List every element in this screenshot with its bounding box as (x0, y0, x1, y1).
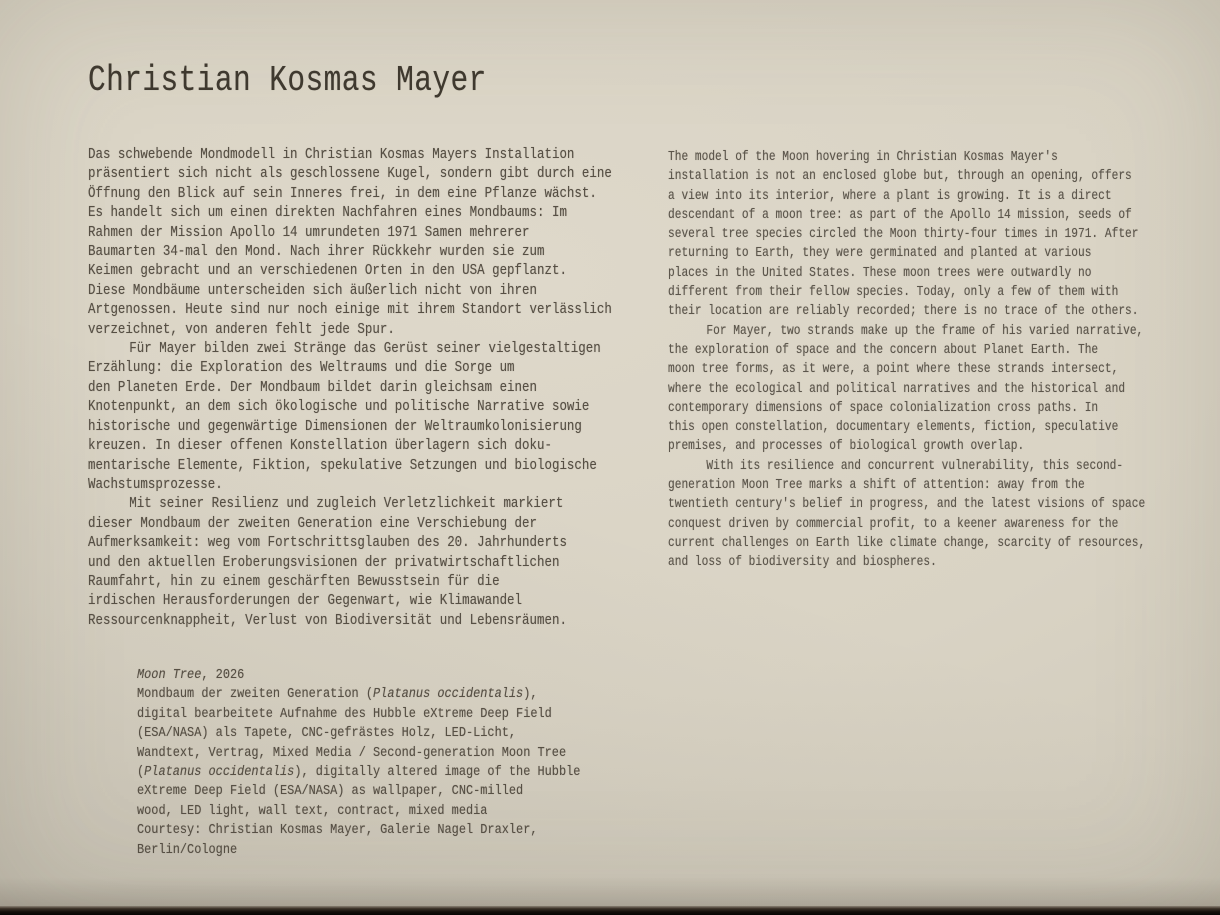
text-line: den Planeten Erde. Der Mondbaum bildet darin gleichsam einen (88, 379, 538, 396)
text-line: Aufmerksamkeit: weg vom Fortschrittsglauben des 20. Jahrhunderts (88, 535, 567, 552)
caption-segment: Courtesy: Christian Kosmas Mayer, Galerie Nagel Draxler, (137, 822, 538, 839)
caption-segment: (ESA/NASA) als Tapete, CNC-gefrästes Holz, LED-Licht, (137, 725, 517, 742)
caption-line (137, 705, 580, 724)
text-line: their location are reliably recorded; there is no trace of the others. (668, 303, 1139, 320)
paragraph (88, 340, 612, 495)
caption-italic-segment: Platanus occidentalis (144, 764, 295, 781)
german-text-column (88, 146, 612, 631)
text-line: With its resilience and concurrent vulnerability, this second- (706, 457, 1124, 474)
text-line: Baumarten 34-mal den Mond. Nach ihrer Rückkehr wurden sie zum (88, 244, 545, 261)
caption-line (137, 685, 580, 704)
caption-line (137, 782, 580, 801)
artwork-caption (137, 666, 580, 860)
text-line: Rahmen der Mission Apollo 14 umrundeten 1971 Samen mehrerer (88, 224, 530, 241)
caption-italic-segment: Platanus occidentalis (373, 686, 524, 703)
caption-segment: digital bearbeitete Aufnahme des Hubble eXtreme Deep Field (137, 705, 552, 722)
text-line: Öffnung den Blick auf sein Inneres frei, in dem eine Pflanze wächst. (88, 185, 597, 202)
floor-shadow (0, 877, 1220, 907)
text-line: descendant of a moon tree: as part of the Apollo 14 mission, seeds of (668, 206, 1132, 223)
text-line: different from their fellow species. Today, only a few of them with (668, 284, 1119, 301)
text-line: premises, and processes of biological growth overlap. (668, 438, 1025, 455)
text-line: returning to Earth, they were germinated and planted at various (668, 245, 1092, 262)
text-line: mentarische Elemente, Fiktion, spekulative Setzungen und biologische (88, 457, 597, 474)
caption-line (137, 666, 580, 685)
caption-line (137, 821, 580, 840)
text-line: moon tree forms, as it were, a point where these strands intersect, (668, 361, 1119, 378)
text-line: where the ecological and political narratives and the historical and (668, 380, 1126, 397)
text-line: dieser Mondbaum der zweiten Generation eine Verschiebung der (88, 515, 538, 532)
text-line: kreuzen. In dieser offenen Konstellation überlagern sich doku- (88, 438, 552, 455)
caption-segment: eXtreme Deep Field (ESA/NASA) as wallpaper, CNC-milled (137, 783, 524, 800)
caption-segment: Wandtext, Vertrag, Mixed Media / Second-generation Moon Tree (137, 744, 567, 761)
text-line: und den aktuellen Eroberungsvisionen der privatwirtschaftlichen (88, 554, 560, 571)
text-line: current challenges on Earth like climate change, scarcity of resources, (668, 534, 1146, 551)
text-line: Keimen gebracht und an verschiedenen Orten in den USA gepflanzt. (88, 263, 567, 280)
text-line: generation Moon Tree marks a shift of attention: away from the (668, 477, 1085, 494)
caption-segment: Berlin/Cologne (137, 841, 238, 858)
text-line: Artgenossen. Heute sind nur noch einige mit ihrem Standort verlässlich (88, 302, 612, 319)
caption-segment: , 2026 (201, 667, 245, 683)
text-line: conquest driven by commercial profit, to a keener awareness for the (668, 515, 1119, 532)
text-line: Das schwebende Mondmodell in Christian Kosmas Mayers Installation (88, 147, 575, 163)
caption-line (137, 763, 580, 782)
paragraph (668, 322, 1145, 457)
caption-segment: wood, LED light, wall text, contract, mixed media (137, 802, 488, 819)
caption-line (137, 841, 580, 860)
text-line: Erzählung: die Exploration des Weltraums und die Sorge um (88, 360, 515, 377)
text-line: For Mayer, two strands make up the frame of his varied narrative, (706, 322, 1144, 339)
text-line: Es handelt sich um einen direkten Nachfahren eines Mondbaums: Im (88, 205, 567, 222)
text-line: Mit seiner Resilienz und zugleich Verletzlichkeit markiert (129, 496, 564, 513)
text-line: verzeichnet, von anderen fehlt jede Spur. (88, 321, 395, 338)
caption-segment: ), digitally altered image of the Hubble (294, 764, 581, 781)
text-line: places in the United States. These moon trees were outwardly no (668, 264, 1092, 281)
paragraph (88, 146, 612, 340)
artist-name-title: Christian Kosmas Mayer (88, 60, 487, 101)
paragraph (88, 495, 612, 631)
text-line: historische und gegenwärtige Dimensionen der Weltraumkolonisierung (88, 418, 582, 435)
text-line: Wachstumsprozesse. (88, 476, 223, 493)
english-text-column (668, 148, 1145, 573)
caption-line (137, 724, 580, 743)
paragraph (668, 148, 1145, 322)
caption-line (137, 744, 580, 763)
text-line: several tree species circled the Moon thirty-four times in 1971. After (668, 226, 1139, 243)
text-line: The model of the Moon hovering in Christian Kosmas Mayer's (668, 149, 1058, 165)
text-line: contemporary dimensions of space colonialization cross paths. In (668, 399, 1099, 416)
text-line: and loss of biodiversity and biospheres. (668, 554, 937, 571)
text-line: installation is not an enclosed globe but, through an opening, offers (668, 168, 1132, 185)
caption-line (137, 802, 580, 821)
text-line: Ressourcenknappheit, Verlust von Biodiversität und Lebensräumen. (88, 612, 567, 629)
text-line: Für Mayer bilden zwei Stränge das Gerüst seiner vielgestaltigen (129, 341, 601, 358)
floor-strip (0, 906, 1220, 915)
text-line: präsentiert sich nicht als geschlossene Kugel, sondern gibt durch eine (88, 166, 612, 183)
text-line: Raumfahrt, hin zu einem geschärften Bewusstsein für die (88, 573, 500, 590)
text-line: Diese Mondbäume unterscheiden sich äußerlich nicht von ihren (88, 282, 538, 299)
text-line: the exploration of space and the concern about Planet Earth. The (668, 341, 1099, 358)
paragraph (668, 457, 1145, 573)
text-line: this open constellation, documentary elements, fiction, speculative (668, 419, 1119, 436)
text-line: a view into its interior, where a plant is growing. It is a direct (668, 187, 1112, 204)
text-line: irdischen Herausforderungen der Gegenwart, wie Klimawandel (88, 593, 523, 610)
text-line: Knotenpunkt, an dem sich ökologische und politische Narrative sowie (88, 399, 590, 416)
caption-segment: ), (523, 686, 538, 703)
caption-segment: ( (137, 764, 145, 781)
caption-italic-segment: Moon Tree (137, 667, 202, 683)
caption-segment: Mondbaum der zweiten Generation ( (137, 686, 374, 703)
text-line: twentieth century's belief in progress, and the latest visions of space (668, 496, 1146, 513)
